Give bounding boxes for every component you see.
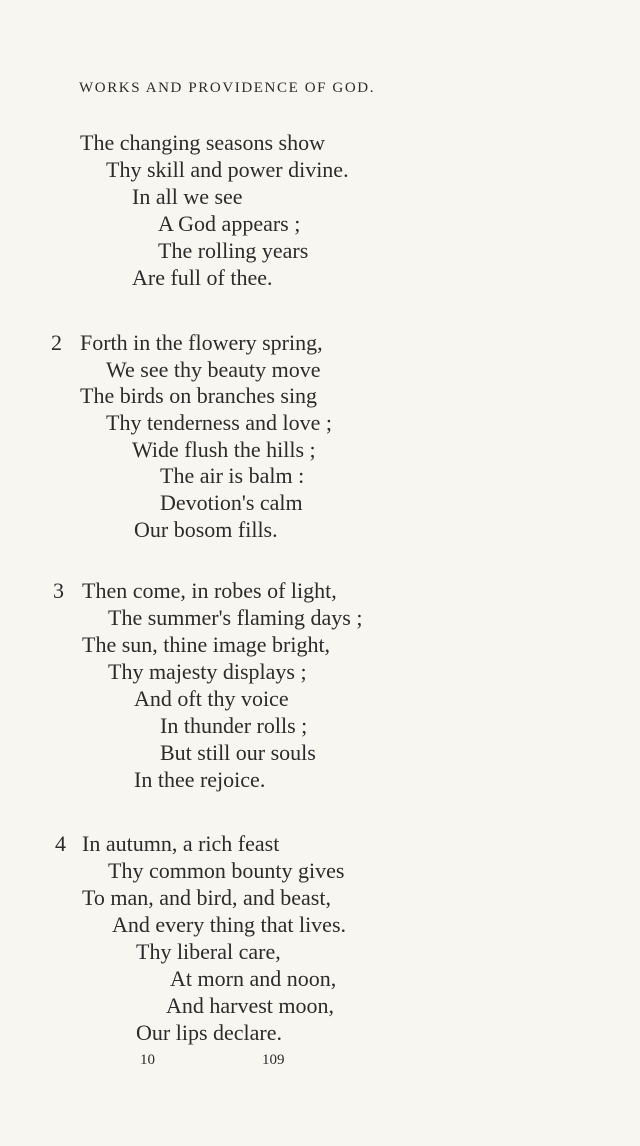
stanza-1-line-1: The changing seasons show — [80, 130, 326, 155]
stanza-2-line-2: We see thy beauty move — [106, 357, 321, 382]
stanza-2-line-1: Forth in the flowery spring, — [80, 330, 323, 355]
stanza-4-line-4: And every thing that lives. — [112, 912, 347, 937]
stanza-3-line-7: But still our souls — [160, 740, 316, 765]
stanza-4-line-5: Thy liberal care, — [136, 939, 281, 964]
stanza-4-number: 4 — [55, 831, 66, 856]
stanza-2-line-8: Our bosom fills. — [134, 517, 278, 542]
stanza-4-line-8: Our lips declare. — [136, 1020, 282, 1045]
stanza-3-line-1: Then come, in robes of light, — [82, 578, 337, 603]
stanza-3-line-2: The summer's flaming days ; — [108, 605, 363, 630]
stanza-2-line-3: The birds on branches sing — [80, 383, 318, 408]
stanza-3-line-4: Thy majesty displays ; — [108, 659, 307, 684]
stanza-1-line-6: Are full of thee. — [132, 265, 273, 290]
stanza-1-line-2: Thy skill and power divine. — [106, 157, 349, 182]
stanza-4-line-3: To man, and bird, and beast, — [82, 885, 331, 910]
page-number: 109 — [262, 1052, 285, 1068]
stanza-4-line-2: Thy common bounty gives — [108, 858, 345, 883]
stanza-4-line-7: And harvest moon, — [166, 993, 335, 1018]
stanza-2-number: 2 — [51, 330, 62, 355]
stanza-1-line-4: A God appears ; — [158, 211, 301, 236]
stanza-2-line-7: Devotion's calm — [160, 490, 303, 515]
stanza-3-line-6: In thunder rolls ; — [160, 713, 308, 738]
stanza-3-line-5: And oft thy voice — [134, 686, 289, 711]
stanza-4-line-6: At morn and noon, — [170, 966, 337, 991]
stanza-3-line-3: The sun, thine image bright, — [82, 632, 331, 657]
stanza-1-line-3: In all we see — [132, 184, 243, 209]
stanza-2-line-6: The air is balm : — [160, 463, 305, 488]
stanza-4-line-1: In autumn, a rich feast — [82, 831, 280, 856]
signature-mark: 10 — [140, 1052, 155, 1068]
stanza-2-line-4: Thy tenderness and love ; — [106, 410, 333, 435]
stanza-1-line-5: The rolling years — [158, 238, 309, 263]
running-header: WORKS AND PROVIDENCE OF GOD. — [79, 80, 376, 96]
stanza-3-line-8: In thee rejoice. — [134, 767, 266, 792]
stanza-2-line-5: Wide flush the hills ; — [132, 437, 316, 462]
stanza-3-number: 3 — [53, 578, 64, 603]
